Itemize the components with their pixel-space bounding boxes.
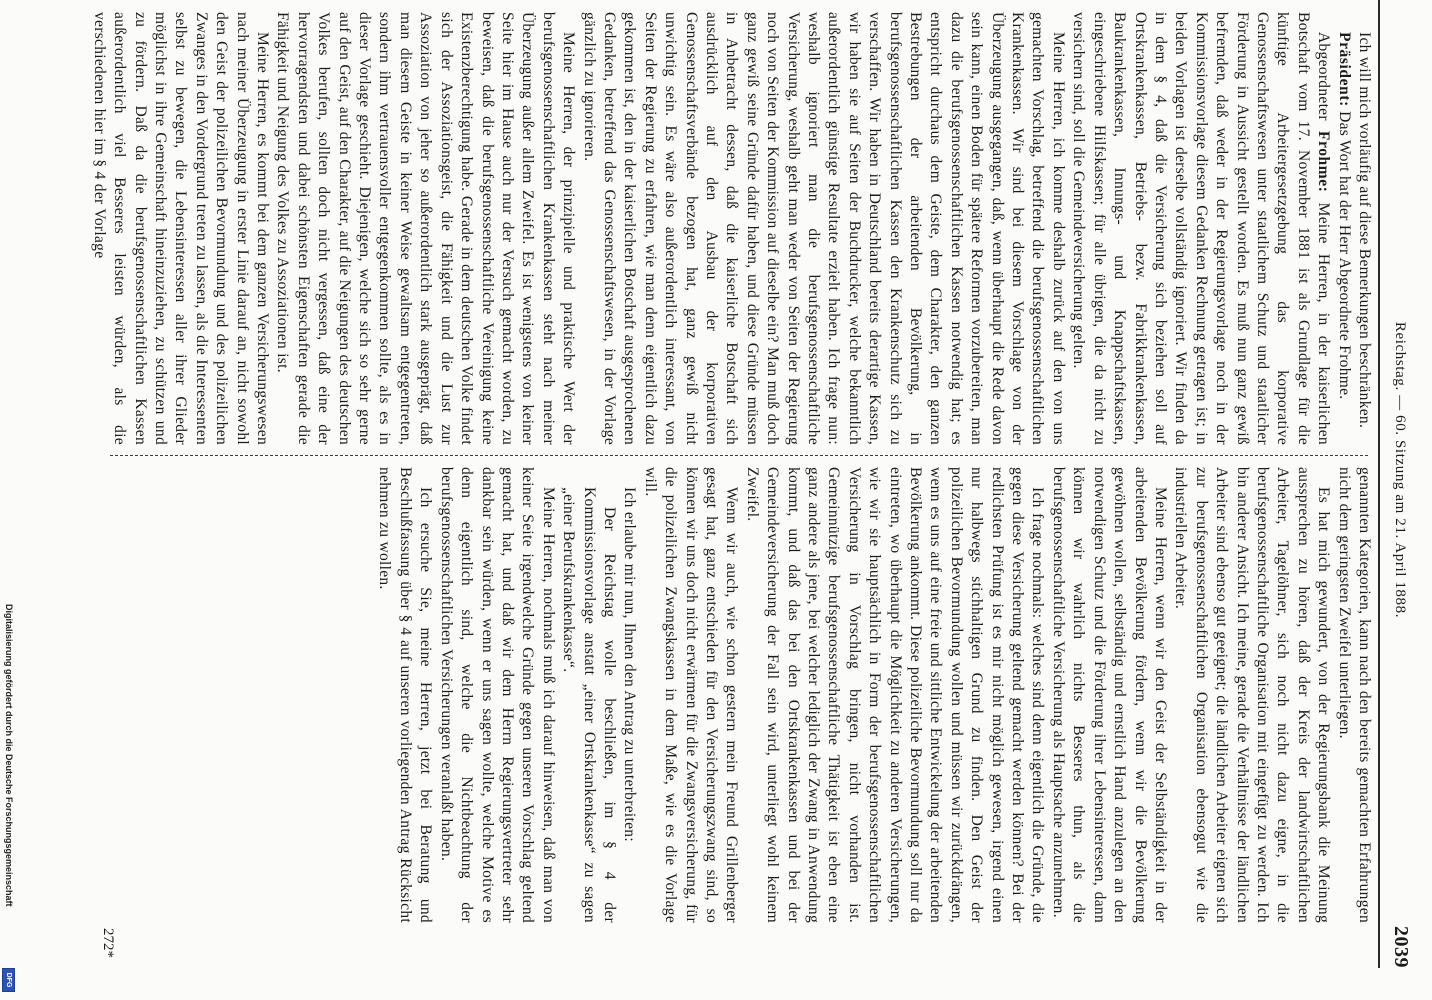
page-number: 2039 [1390, 926, 1412, 968]
paragraph [619, 467, 639, 923]
paragraph-text: Meine Herren, es kommt bei dem ganzen Versicherungswesen nach meiner Überzeugung in erster Linie darauf an, nicht sowohl den Geist der polizeilichen Bevormundung und des polizeilichen Zwanges in den Vordergrund treten zu lassen, als die Interessenten selbst zu bewegen, die Lebensinteressen aller ihrer Glieder möglichst in ihre Gemeinschaft hineinzuziehen, zu schützen und zu fördern. Daß da die berufsgenossenschaftlichen Kassen außerordentlich viel Besseres leisten würden, als die verschiedenen hier im § 4 der Vorlage [90, 12, 272, 445]
speaker-label: Frohme: [1315, 130, 1333, 193]
paragraph [639, 467, 741, 923]
header-rule [1378, 0, 1380, 968]
page-header-title: Reichstag. — 60. Sitzung am 21. April 1888. [1392, 321, 1408, 619]
paragraph [1068, 12, 1333, 445]
paragraph [435, 467, 557, 923]
paragraph [1333, 467, 1374, 923]
paragraph-text: Meine Herren, der prinzipielle und praktische Wert der berufsgenossenschaftlichen Krankenkassen steht nach meiner Überzeugung außer allem Zweifel. Es ist wenigstens von keiner Seite hier im Hause auch nur der Versuch gemacht worden, zu beweisen, daß die berufsgenossenschaftliche Vereinigung keine Existenzberechtigung habe. Gerade in dem deutschen Volke findet sich der Assoziationsgeist, die Fähigkeit und die Lust zur Assoziation von jeher so außerordentlich stark ausgeprägt, daß man diesem Geiste in keiner Weise gewaltsam entgegentreten, sondern ihm vertrauensvoller entgegenkommen sollte, als es in dieser Vorlage geschieht. Diejenigen, welche sich so sehr gerne auf den Geist, auf den Charakter, auf die Neigungen des deutschen Volkes berufen, sollten doch nicht vergessen, daß eine der hervorragendsten und dabei schönsten Eigenschaften gerade die Fähigkeit und Neigung des Volkes zu Assoziationen ist. [274, 12, 578, 445]
paragraph-text: Ich ersuche Sie, meine Herren, jetzt bei Beratung und Beschlußfassung über § 4 auf unseren vorliegenden Antrag Rücksicht nehmen zu wollen. [376, 467, 435, 923]
paragraph-text: Es hat mich gewundert, von der Regierungsbank die Meinung aussprechen zu hören, daß der Kreis der landwirtschaftlichen Arbeiter, Tagelöhner, sich noch nicht dazu eigne, in die berufsgenossenschaftliche Organisation mit eingefügt zu werden. Ich bin anderer Ansicht. Ich meine, gerade die Verhältnisse der ländlichen Arbeiter sind ebenso gut geeignet; die ländlichen Arbeiter eignen sich zur berufsgenossenschaftlichen Organisation ebensogut wie die industriellen Arbeiter. [1172, 467, 1333, 923]
paragraph [1048, 467, 1170, 923]
paragraph-text: Meine Herren, nochmals muß ich darauf hinweisen, daß man von keiner Seite irgendwelche Gründe gegen unseren Vorschlag geltend gemacht hat, und daß wir dem Herrn Regierungsvertreter sehr dankbar sein würden, wenn er uns sagen wollte, welche Motive es denn eigentlich sind, welche die Nichtbeachtung der berufsgenossenschaftlichen Versicherungen veranlaßt haben. [437, 467, 557, 923]
paragraph-text: Das Wort hat der Herr Abgeordnete Frohme. [1335, 111, 1353, 400]
paragraph [1354, 12, 1374, 445]
paragraph-text: Meine Herren, wenn wir den Geist der Selbständigkeit in der arbeitenden Bevölkerung fördern, wenn wir die Bevölkerung gewöhnen wollen, selbständig und ernstlich Hand anzulegen an den notwendigen Schutz und die Förderung ihrer Lebensinteressen, dann können wir wahrlich nichts Besseres thun, als die berufsgenossenschaftliche Versicherung als Hauptsache anzunehmen. [1049, 467, 1169, 923]
paragraph [741, 467, 1047, 923]
paragraph-text: Der Reichstag wolle beschließen, im § 4 der Kommissionsvorlage anstatt „einer Ortskrankenkasse“ zu sagen „einer Berufskrankenkasse“. [560, 487, 618, 923]
paragraph [1333, 12, 1353, 445]
speaker-role: Abgeordneter [1315, 32, 1333, 121]
digitization-credit: Digitalisierung gefördert durch die Deutsche Forschungsgemeinschaft [4, 604, 14, 907]
paragraph-text: Ich will mich vorläufig auf diese Bemerkungen beschränken. [1356, 32, 1373, 429]
left-column [90, 12, 1374, 445]
paragraph [374, 467, 435, 923]
paragraph-text: Meine Herren, in der kaiserlichen Botschaft vom 17. November 1881 ist als Grundlage für die künftige Arbeitergesetzgebung das korporative Genossenschaftswesen unter staatlichem Schutz und staatlicher Förderung in Aussicht gestellt worden. Es muß nun ganz gewiß befremden, daß weder in der Regierungsvorlage noch in der Kommissionsvorlage diesem Gedanken Rechnung getragen ist; in beiden Vorlagen ist derselbe vollständig ignoriert. Wir finden da in dem § 4, daß die Versicherung sich beziehen soll auf Ortskrankenkassen, Betriebs- bezw. Fabrikkrankenkassen, Baukrankenkassen, Innungs- und Knappschaftskassen, eingeschriebene Hilfskassen; für alle übrigen, die da nicht zu versichern sind, soll die Gemeindeversicherung gelten. [1070, 12, 1333, 445]
paragraph-text: Ich erlaube mir nun, Ihnen den Antrag zu unterbreiten: [621, 487, 639, 842]
column-divider [110, 455, 1368, 456]
paragraph [88, 12, 272, 445]
paragraph-text: Ich frage nochmals: welches sind denn eigentlich die Gründe, die gegen diese Versicherung geltend gemacht werden können? Bei der redlichsten Prüfung ist es mir nicht möglich gewesen, irgend einen nur halbwegs stichhaltigen Grund zu finden. Den Geist der polizeilichen Bevormundung wollen und müssen wir zurückdrängen, wenn es uns auf eine freie und sittliche Entwickelung der arbeitenden Bevölkerung ankommt. Diese polizeiliche Bevormundung soll nur da eintreten, wo überhaupt die Möglichkeit zu anderen Versicherungen, wie wir sie hauptsächlich in Form der berufsgenossenschaftlichen Versicherung in Vorschlag bringen, nicht vorhanden ist. Gemeinnützige berufsgenossenschaftliche Thätigkeit ist eben eine ganz andere als jene, bei welcher lediglich der Zwang in Anwendung kommt, und daß das bei den Ortskrankenkassen und bei der Gemeindeversicherung der Fall sein wird, unterliegt wohl keinem Zweifel. [743, 467, 1047, 923]
paragraph [1170, 467, 1333, 923]
right-column [264, 467, 1374, 923]
paragraph-text: genannten Kategorien, kann nach den bereits gemachten Erfahrungen nicht dem geringsten Zweifel unterliegen. [1335, 467, 1373, 923]
paragraph-text: Wenn wir auch, wie schon gestern mein Freund Grillenberger gesagt hat, ganz entschieden für den Versicherungszwang sind, so können wir uns doch nicht erwärmen für die Zwangsversicherung, für die polizeilichen Zwangskassen in dem Maße, wie es die Vorlage will. [641, 467, 741, 923]
paragraph [578, 12, 1068, 445]
motion-text [558, 487, 619, 923]
paragraph-text: Meine Herren, ich komme deshalb zurück auf den von uns gemachten Vorschlag, betreffend die berufsgenossenschaftlichen Krankenkassen. Wir sind bei diesem Vorschlage von der Überzeugung ausgegangen, daß, wenn überhaupt die Rede davon sein kann, einen Boden für spätere Reformen vorzubereiten, man dazu die berufsgenossenschaftlichen Kassen notwendig hat; es entspricht durchaus dem Geiste, dem Charakter, den ganzen Bestrebungen der arbeitenden Bevölkerung, in berufsgenossenschaftlichen Kassen den Krankenschutz sich zu verschaffen. Wir haben in Deutschland bereits derartige Kassen, wir haben sie auf Seiten der Buchdrucker, welche bekanntlich außerordentlich günstige Resultate erzielt haben. Ich frage nun: weshalb ignoriert man die berufsgenossenschaftliche Versicherung, weshalb geht man weder von Seiten der Regierung noch von Seiten der Kommission auf dieselbe ein? Man muß doch ganz gewiß seine Gründe dafür haben, und diese Gründe müssen in Anbetracht dessen, daß die kaiserliche Botschaft sich ausdrücklich auf den Ausbau der korporativen Genossenschaftsverbände bezogen hat, ganz gewiß nicht unwichtig sein. Es wäre also außerordentlich interessant, von Seiten der Regierung zu erfahren, wie man denn eigentlich dazu gekommen ist, den in der kaiserlichen Botschaft ausgesprochenen Gedanken, betreffend das Genossenschaftswesen, in der Vorlage gänzlich zu ignorieren. [580, 12, 1067, 445]
paragraph [272, 12, 578, 445]
speaker-label: Präsident: [1335, 32, 1353, 107]
dfg-logo-text: DFG [5, 972, 12, 988]
dfg-logo [2, 968, 15, 992]
sheet-signature: 272* [100, 928, 116, 958]
